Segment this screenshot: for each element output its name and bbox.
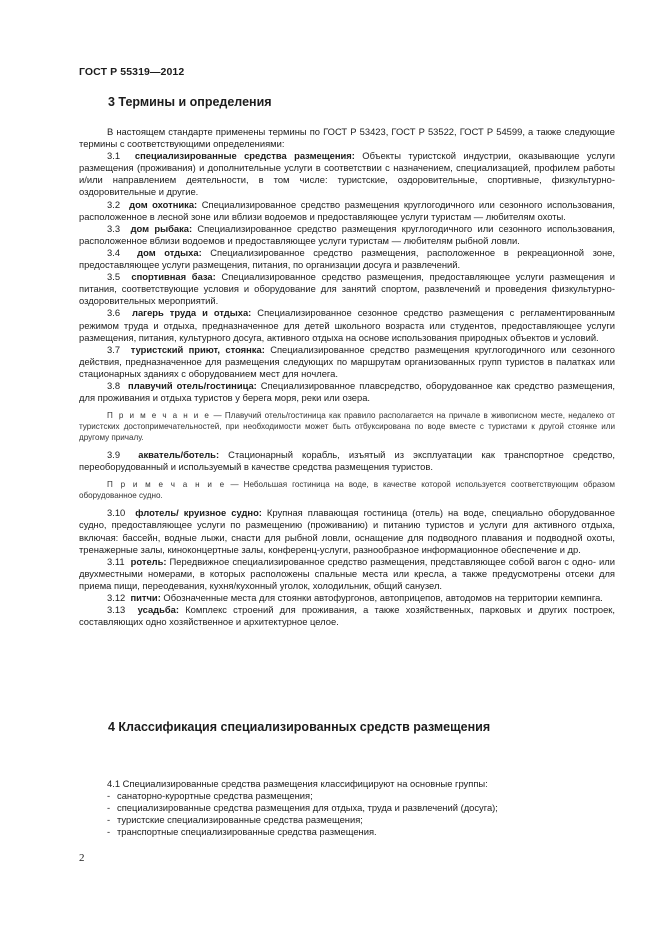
section-4-title: 4 Классификация специализированных средств размещения <box>108 720 491 734</box>
term-3-7: 3.7 туристский приют, стоянка: Специализированное средство размещения круглогодичного или сезонного действия, предназначенное для размещения следующих по маршрутам организованных групп туристов в палатках или стационарных зданиях с оборудованием мест для ночлега. <box>79 343 615 379</box>
term-3-9: 3.9 акватель/ботель: Стационарный корабль, изъятый из эксплуатации как транспортное средство, переоборудованный и используемый в качестве средства размещения туристов. <box>79 449 615 473</box>
section-4-intro: 4.1 Специализированные средства размещения классифицируют на основные группы: <box>107 778 488 789</box>
term-3-11: 3.11 ротель: Передвижное специализированное средство размещения, представляющее собой вагон с одно- или двухместными номерами, в которых расположены спальные места или кресла, а также предусмотрены отсеки для приема пищи, переодевания, кухня/кухонный уголок, холодильник, общий санузел. <box>79 555 615 591</box>
standard-header: ГОСТ Р 55319—2012 <box>79 66 185 78</box>
term-3-13: 3.13 усадьба: Комплекс строений для проживания, а также хозяйственных, парковых и других построек, составляющих одно хозяйственное и архитектурное целое. <box>79 604 615 628</box>
section-3-title: 3 Термины и определения <box>108 95 272 109</box>
term-3-4: 3.4 дом отдыха: Специализированное средство размещения, расположенное в рекреационной зоне, предоставляющее услуги размещения, питания, по организации досуга и развлечений. <box>79 246 615 271</box>
list-item: - туристские специализированные средства размещения; <box>79 814 615 826</box>
list-item: - транспортные специализированные средства размещения. <box>79 826 615 838</box>
page-number: 2 <box>79 852 85 864</box>
note-1: П р и м е ч а н и е — Плавучий отель/гостиница как правило располагается на причале в живописном месте, недалеко от туристских достопримечательностей, при необходимости может быть отбуксирована по воде вместе с туристами к другой стоянке или другому причалу. <box>79 411 615 443</box>
term-3-12: 3.12 питчи: Обозначенные места для стоянки автофургонов, автоприцепов, автодомов на территории кемпинга. <box>107 592 603 603</box>
term-3-8: 3.8 плавучий отель/гостиница: Специализированное плавсредство, оборудованное как средство размещения, для проживания и отдыха туристов у берега моря, реки или озера. <box>79 379 615 404</box>
list-item: - специализированные средства размещения для отдыха, труда и развлечений (досуга); <box>79 802 615 814</box>
note-2: П р и м е ч а н и е — Небольшая гостиница на воде, в качестве которой используется соответствующим образом оборудованное судно. <box>79 480 615 501</box>
section-4-body <box>79 778 615 838</box>
term-3-10: 3.10 флотель/ круизное судно: Крупная плавающая гостиница (отель) на воде, специально оборудованное судно, предоставляющее услуги по размещению (проживанию) и питанию туристов и услуги для активного отдыха, включая: бассейн, водные лыжи, снасти для рыбной ловли, оснащение для подводного плавания и подводной охоты, тренажерные залы, киноконцертные залы, конференц-услуги, разнообразное информационное обеспечение и др. <box>79 507 615 555</box>
section-3-intro: В настоящем стандарте применены термины по ГОСТ Р 53423, ГОСТ Р 53522, ГОСТ Р 54599, а также следующие термины с соответствующими определениями: <box>79 126 615 150</box>
term-3-1: 3.1 специализированные средства размещения: Объекты туристской индустрии, оказывающие услуги размещения (проживания) и дополнительные услуги в соответствии с назначением, специализацией, профилем работы и/или направлением деятельности, в том числе: туристские, оздоровительные, спортивные, физкультурно-оздоровительные и другие. <box>79 150 615 198</box>
list-item: - санаторно-курортные средства размещения; <box>79 790 615 802</box>
term-3-6: 3.6 лагерь труда и отдыха: Специализированное сезонное средство размещения с регламентированным режимом труда и отдыха, предназначенное для детей школьного возраста или студентов, предоставляющее услуги размещения, питания, культурного досуга, активного отдыха на основе использования природных объектов и условий. <box>79 307 615 343</box>
section-3-body <box>79 126 615 628</box>
term-3-3: 3.3 дом рыбака: Специализированное средство размещения круглогодичного или сезонного использования, расположенное вблизи водоемов и предоставляющее услуги туристам — любителям рыбной ловли. <box>79 222 615 246</box>
term-3-2: 3.2 дом охотника: Специализированное средство размещения круглогодичного или сезонного использования, расположенное в лесной зоне или вблизи водоемов и предоставляющее услуги туристам — любителям охоты. <box>79 198 615 222</box>
group-list <box>79 790 615 838</box>
term-3-5: 3.5 спортивная база: Специализированное средство размещения, предоставляющее услуги размещения и питания, соответствующие условия и оборудование для занятий спортом, развлечений и проведения физкультурно-оздоровительных мероприятий. <box>79 271 615 307</box>
